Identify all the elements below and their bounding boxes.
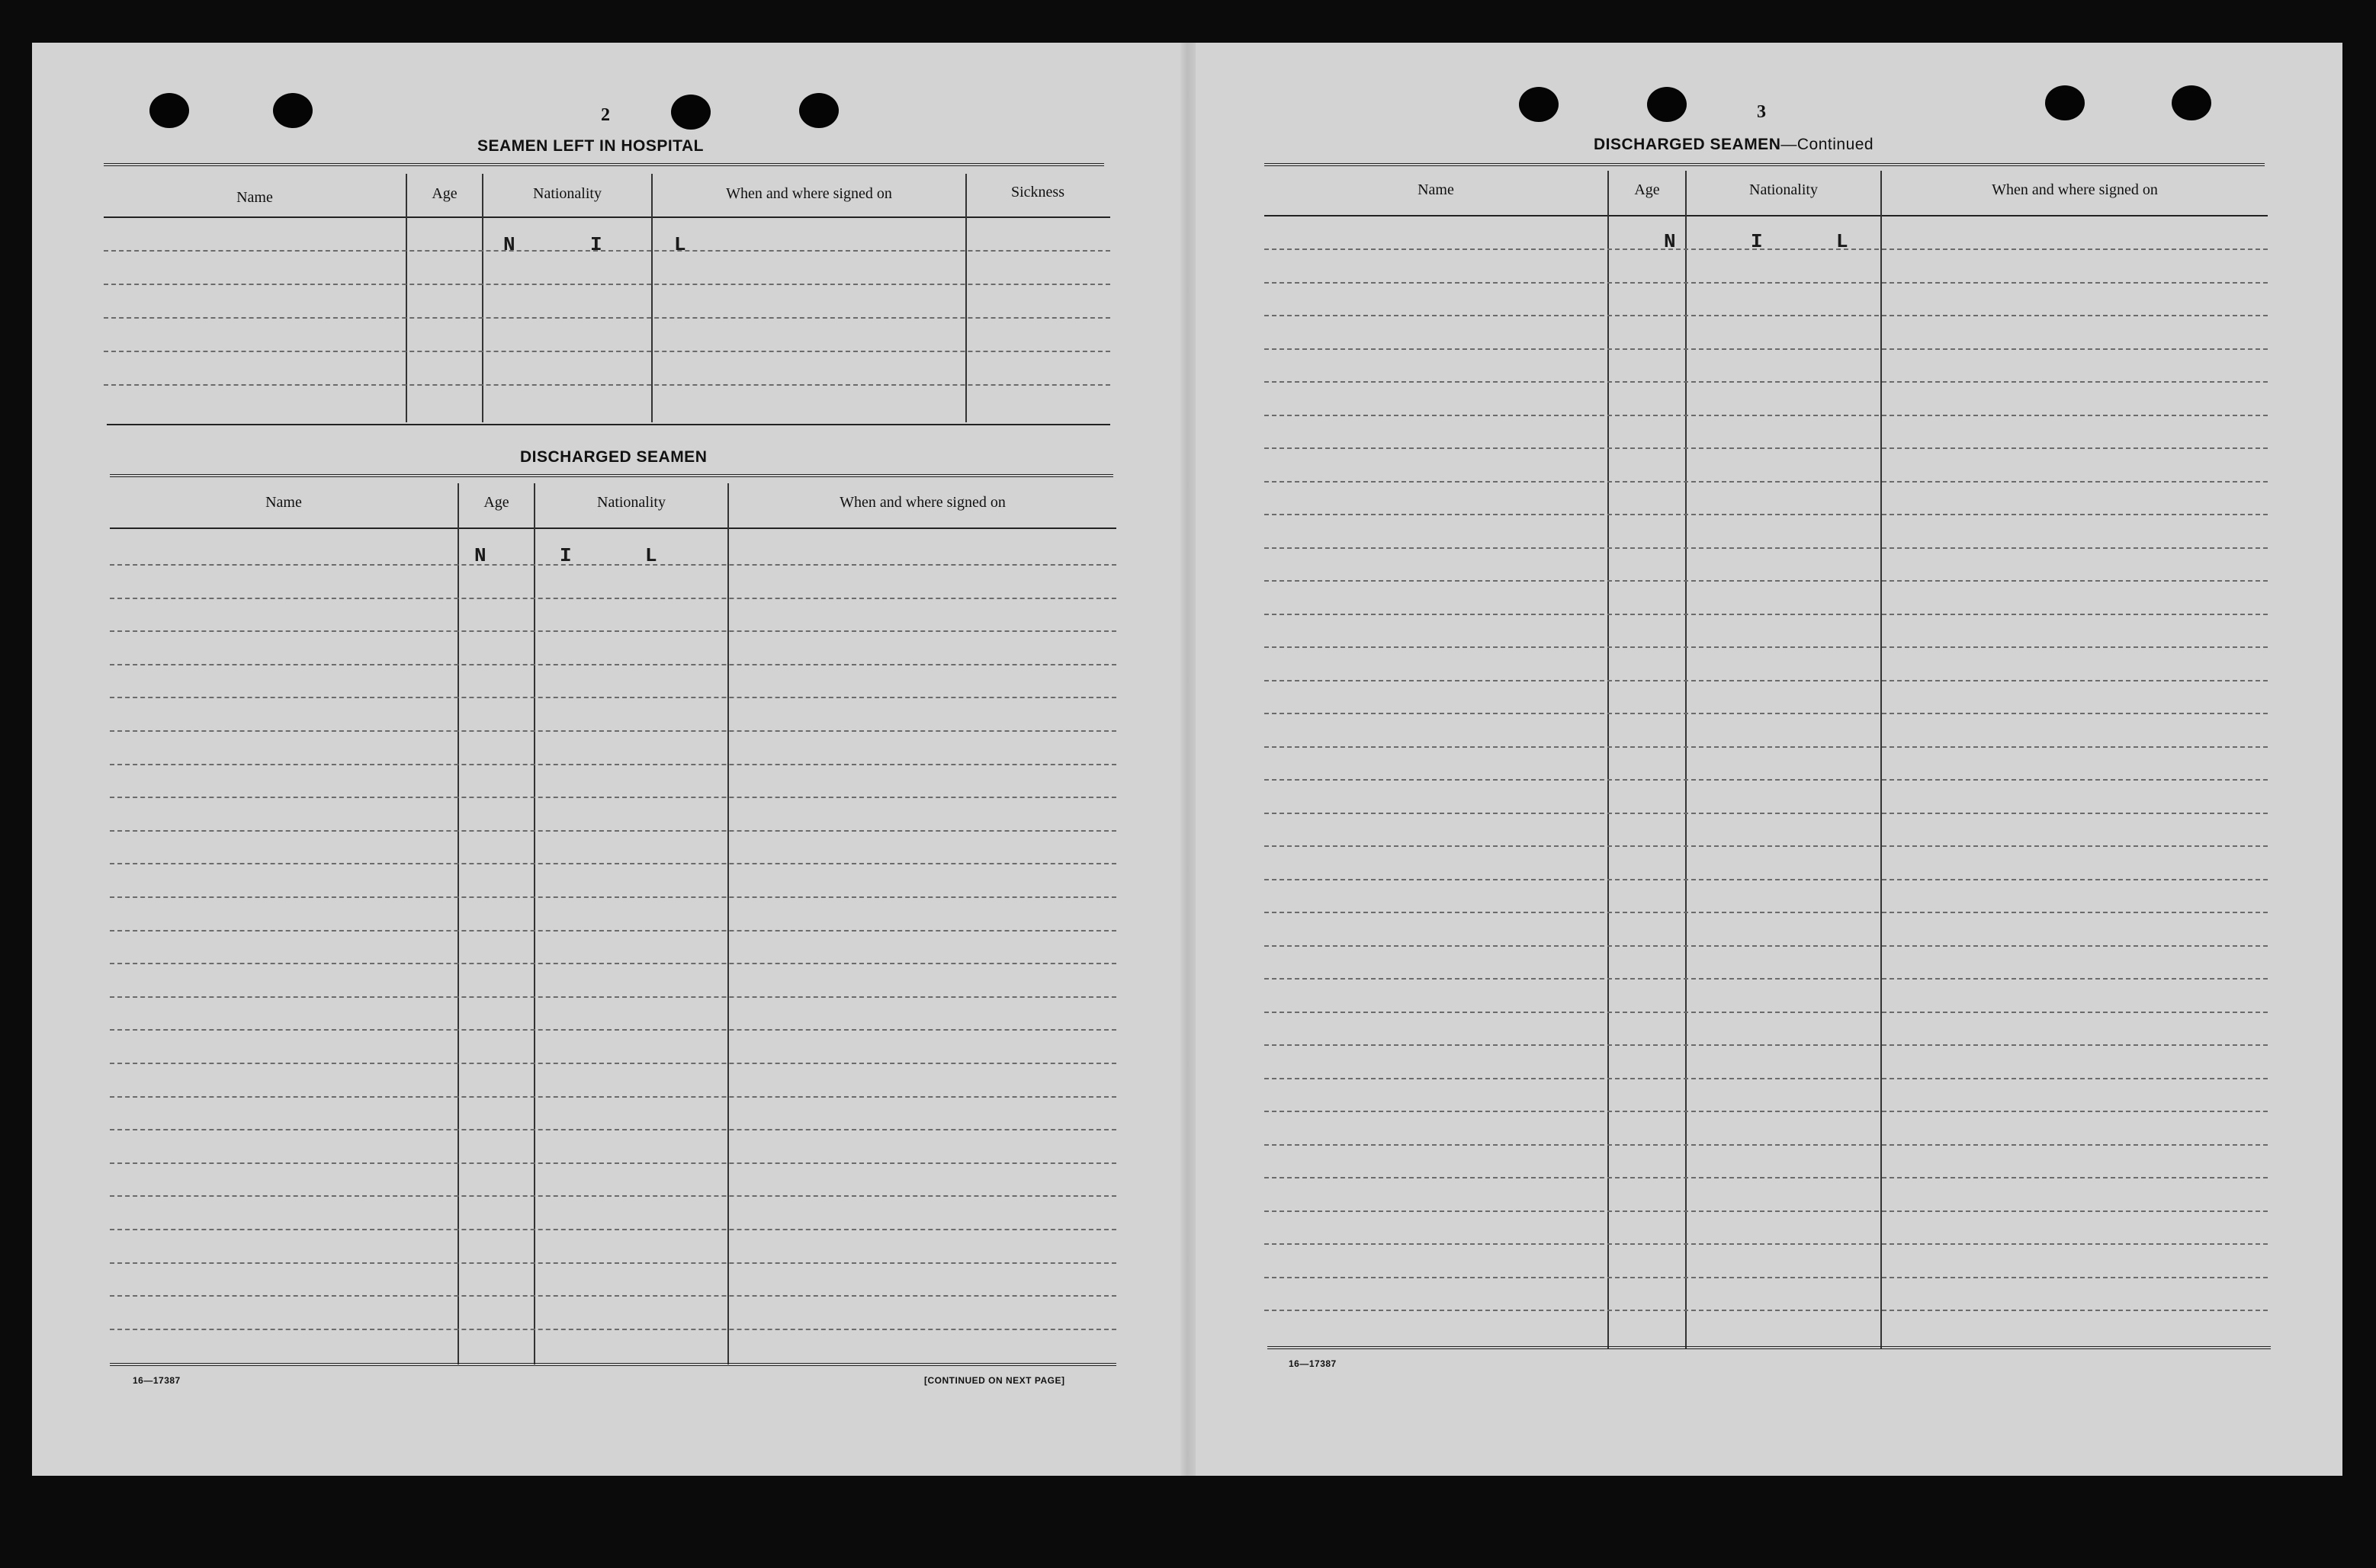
form-number: 16—17387 bbox=[1289, 1358, 1337, 1369]
row-line bbox=[110, 664, 1116, 665]
row-line bbox=[110, 598, 1116, 599]
row-line bbox=[110, 1129, 1116, 1130]
header-rule bbox=[104, 216, 1110, 218]
row-line bbox=[1264, 845, 2268, 847]
row-line bbox=[110, 764, 1116, 765]
row-line bbox=[110, 830, 1116, 832]
row-line bbox=[104, 317, 1110, 319]
row-line bbox=[1264, 1177, 2268, 1178]
row-line bbox=[110, 863, 1116, 864]
nil-entry-letter: I bbox=[590, 233, 602, 256]
row-line bbox=[1264, 447, 2268, 449]
punch-hole bbox=[2172, 85, 2211, 120]
column-header-signed-on: When and where signed on bbox=[840, 494, 1006, 511]
row-line bbox=[1264, 1210, 2268, 1212]
nil-entry-letter: I bbox=[1751, 230, 1763, 253]
row-line bbox=[110, 930, 1116, 932]
row-line bbox=[1264, 1012, 2268, 1013]
column-divider bbox=[727, 483, 729, 1364]
row-line bbox=[110, 1162, 1116, 1164]
row-line bbox=[1264, 978, 2268, 980]
row-line bbox=[110, 730, 1116, 732]
row-line bbox=[104, 384, 1110, 386]
row-line bbox=[110, 630, 1116, 632]
punch-hole bbox=[799, 93, 839, 128]
title-main: DISCHARGED SEAMEN bbox=[1594, 136, 1781, 153]
column-header-name: Name bbox=[236, 189, 273, 206]
row-line bbox=[1264, 779, 2268, 781]
row-line bbox=[110, 564, 1116, 566]
column-divider bbox=[534, 483, 535, 1364]
hospital-section-title: SEAMEN LEFT IN HOSPITAL bbox=[477, 137, 704, 155]
table-bottom-rule bbox=[1267, 1346, 2271, 1351]
row-line bbox=[1264, 912, 2268, 913]
row-line bbox=[1264, 1243, 2268, 1245]
column-header-age: Age bbox=[1634, 181, 1660, 198]
row-line bbox=[1264, 282, 2268, 284]
row-line bbox=[1264, 249, 2268, 250]
row-line bbox=[104, 351, 1110, 352]
row-line bbox=[1264, 381, 2268, 383]
row-line bbox=[110, 1029, 1116, 1031]
header-rule bbox=[110, 527, 1116, 529]
row-line bbox=[1264, 415, 2268, 416]
column-header-nationality: Nationality bbox=[533, 185, 602, 202]
page-number: 2 bbox=[601, 105, 610, 125]
row-line bbox=[1264, 348, 2268, 350]
row-line bbox=[1264, 1144, 2268, 1146]
table-top-rule bbox=[104, 163, 1104, 168]
row-line bbox=[110, 963, 1116, 964]
page-number: 3 bbox=[1757, 102, 1766, 122]
form-number: 16—17387 bbox=[133, 1375, 181, 1386]
section-rule bbox=[107, 424, 1110, 425]
row-line bbox=[110, 697, 1116, 698]
title-suffix: —Continued bbox=[1780, 136, 1874, 153]
row-line bbox=[104, 284, 1110, 285]
column-header-sickness: Sickness bbox=[1011, 184, 1064, 200]
punch-hole bbox=[671, 95, 711, 130]
row-line bbox=[110, 1063, 1116, 1064]
continued-note: [CONTINUED ON NEXT PAGE] bbox=[924, 1375, 1065, 1386]
left-page bbox=[32, 43, 1186, 1476]
row-line bbox=[1264, 1310, 2268, 1311]
column-divider bbox=[458, 483, 459, 1364]
punch-hole bbox=[1519, 87, 1559, 122]
punch-hole bbox=[149, 93, 189, 128]
column-header-name: Name bbox=[1418, 181, 1454, 198]
row-line bbox=[1264, 1111, 2268, 1112]
row-line bbox=[104, 250, 1110, 252]
row-line bbox=[110, 1262, 1116, 1264]
row-line bbox=[110, 996, 1116, 998]
discharged-continued-title bbox=[1594, 136, 1874, 154]
row-line bbox=[1264, 746, 2268, 748]
punch-hole bbox=[2045, 85, 2085, 120]
nil-entry-letter: I bbox=[560, 544, 572, 567]
row-line bbox=[1264, 315, 2268, 316]
row-line bbox=[110, 1295, 1116, 1297]
row-line bbox=[110, 1329, 1116, 1330]
header-rule bbox=[1264, 215, 2268, 216]
row-line bbox=[1264, 614, 2268, 615]
row-line bbox=[1264, 481, 2268, 483]
row-line bbox=[1264, 945, 2268, 947]
column-header-age: Age bbox=[432, 185, 458, 202]
punch-hole bbox=[273, 93, 313, 128]
row-line bbox=[1264, 1078, 2268, 1079]
row-line bbox=[1264, 879, 2268, 880]
column-header-age: Age bbox=[483, 494, 509, 511]
nil-entry-letter: N bbox=[474, 544, 486, 567]
row-line bbox=[110, 896, 1116, 898]
table-top-rule bbox=[1264, 163, 2265, 168]
row-line bbox=[1264, 1044, 2268, 1046]
row-line bbox=[1264, 1277, 2268, 1278]
row-line bbox=[1264, 646, 2268, 648]
column-header-name: Name bbox=[265, 494, 302, 511]
row-line bbox=[110, 797, 1116, 798]
punch-hole bbox=[1647, 87, 1687, 122]
discharged-section-title: DISCHARGED SEAMEN bbox=[520, 448, 708, 466]
nil-entry-letter: L bbox=[645, 544, 657, 567]
row-line bbox=[1264, 813, 2268, 814]
row-line bbox=[1264, 580, 2268, 582]
row-line bbox=[1264, 713, 2268, 714]
column-header-signed-on: When and where signed on bbox=[726, 185, 892, 202]
row-line bbox=[110, 1096, 1116, 1098]
row-line bbox=[1264, 514, 2268, 515]
row-line bbox=[110, 1229, 1116, 1230]
nil-entry-letter: L bbox=[1836, 230, 1848, 253]
nil-entry-letter: N bbox=[503, 233, 515, 256]
column-header-signed-on: When and where signed on bbox=[1992, 181, 2158, 198]
row-line bbox=[110, 1195, 1116, 1197]
column-header-nationality: Nationality bbox=[597, 494, 666, 511]
page-gutter bbox=[1180, 43, 1196, 1476]
row-line bbox=[1264, 680, 2268, 681]
right-page bbox=[1191, 43, 2342, 1476]
nil-entry-letter: L bbox=[674, 233, 686, 256]
column-header-nationality: Nationality bbox=[1749, 181, 1818, 198]
table-bottom-rule bbox=[110, 1363, 1116, 1368]
row-line bbox=[1264, 547, 2268, 549]
nil-entry-letter: N bbox=[1664, 230, 1676, 253]
table-top-rule bbox=[110, 474, 1113, 479]
